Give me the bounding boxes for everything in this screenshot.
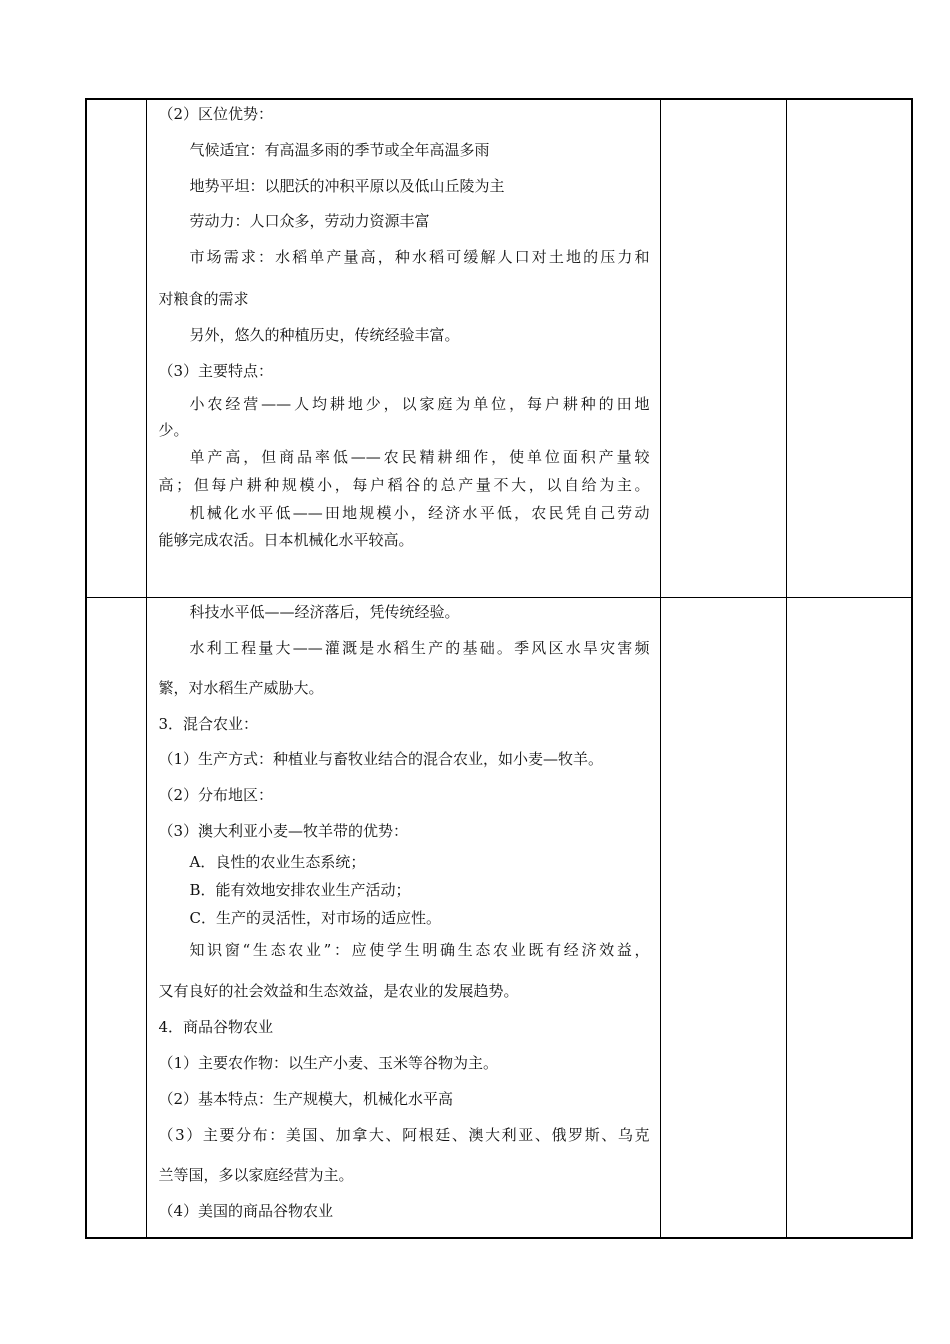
text-line: （2）区位优势： — [158, 105, 274, 123]
text-line: 单产高，但商品率低——农民精耕细作，使单位面积产量较 — [189, 448, 650, 466]
lesson-plan-table — [85, 98, 913, 1239]
text-line: 兰等国，多以家庭经营为主。 — [158, 1166, 354, 1184]
text-line: 繁，对水稻生产威胁大。 — [158, 679, 324, 697]
text-line: 机械化水平低——田地规模小，经济水平低，农民凭自己劳动 — [189, 504, 650, 522]
text-line: （2）分布地区： — [158, 786, 274, 804]
blank-cell — [786, 598, 912, 1239]
text-line: 少。 — [158, 421, 189, 439]
text-line: 市场需求：水稻单产量高，种水稻可缓解人口对土地的压力和 — [189, 248, 650, 266]
text-line: 另外，悠久的种植历史，传统经验丰富。 — [189, 326, 460, 344]
content-cell — [146, 99, 660, 598]
blank-cell — [660, 598, 786, 1239]
text-line: 劳动力：人口众多，劳动力资源丰富 — [189, 212, 430, 230]
text-line: 高；但每户耕种规模小，每户稻谷的总产量不大，以自给为主。 — [158, 476, 650, 494]
text-line: 知识窗“生态农业”：应使学生明确生态农业既有经济效益， — [189, 941, 650, 959]
text-line: （2）基本特点：生产规模大，机械化水平高 — [158, 1090, 454, 1108]
text-line: C．生产的灵活性，对市场的适应性。 — [189, 909, 441, 927]
text-line: （3）主要特点： — [158, 362, 274, 380]
blank-cell — [660, 99, 786, 598]
text-line: 科技水平低——经济落后，凭传统经验。 — [189, 603, 460, 621]
blank-cell — [86, 99, 146, 598]
text-line: 气候适宜：有高温多雨的季节或全年高温多雨 — [189, 141, 490, 159]
blank-cell — [786, 99, 912, 598]
text-line: 地势平坦：以肥沃的冲积平原以及低山丘陵为主 — [189, 177, 505, 195]
text-line: （1）生产方式：种植业与畜牧业结合的混合农业，如小麦—牧羊。 — [158, 750, 604, 768]
table-row — [86, 598, 912, 1239]
table-row — [86, 99, 912, 598]
text-line: B．能有效地安排农业生产活动； — [189, 881, 411, 899]
text-line: 小农经营——人均耕地少，以家庭为单位，每户耕种的田地 — [189, 395, 650, 413]
text-line: （4）美国的商品谷物农业 — [158, 1202, 334, 1220]
text-line: A．良性的农业生态系统； — [189, 853, 366, 871]
text-line: 能够完成农活。日本机械化水平较高。 — [158, 531, 414, 549]
text-line: （1）主要农作物：以生产小麦、玉米等谷物为主。 — [158, 1054, 499, 1072]
content-cell — [146, 598, 660, 1239]
text-line: 又有良好的社会效益和生态效益，是农业的发展趋势。 — [158, 982, 519, 1000]
text-line: 对粮食的需求 — [158, 290, 249, 308]
text-line: （3）澳大利亚小麦—牧羊带的优势： — [158, 822, 409, 840]
blank-cell — [86, 598, 146, 1239]
text-line: 4．商品谷物农业 — [158, 1018, 274, 1036]
text-line: （3）主要分布：美国、加拿大、阿根廷、澳大利亚、俄罗斯、乌克 — [158, 1126, 650, 1144]
text-line: 3．混合农业： — [158, 715, 259, 733]
text-line: 水利工程量大——灌溉是水稻生产的基础。季风区水旱灾害频 — [189, 639, 650, 657]
